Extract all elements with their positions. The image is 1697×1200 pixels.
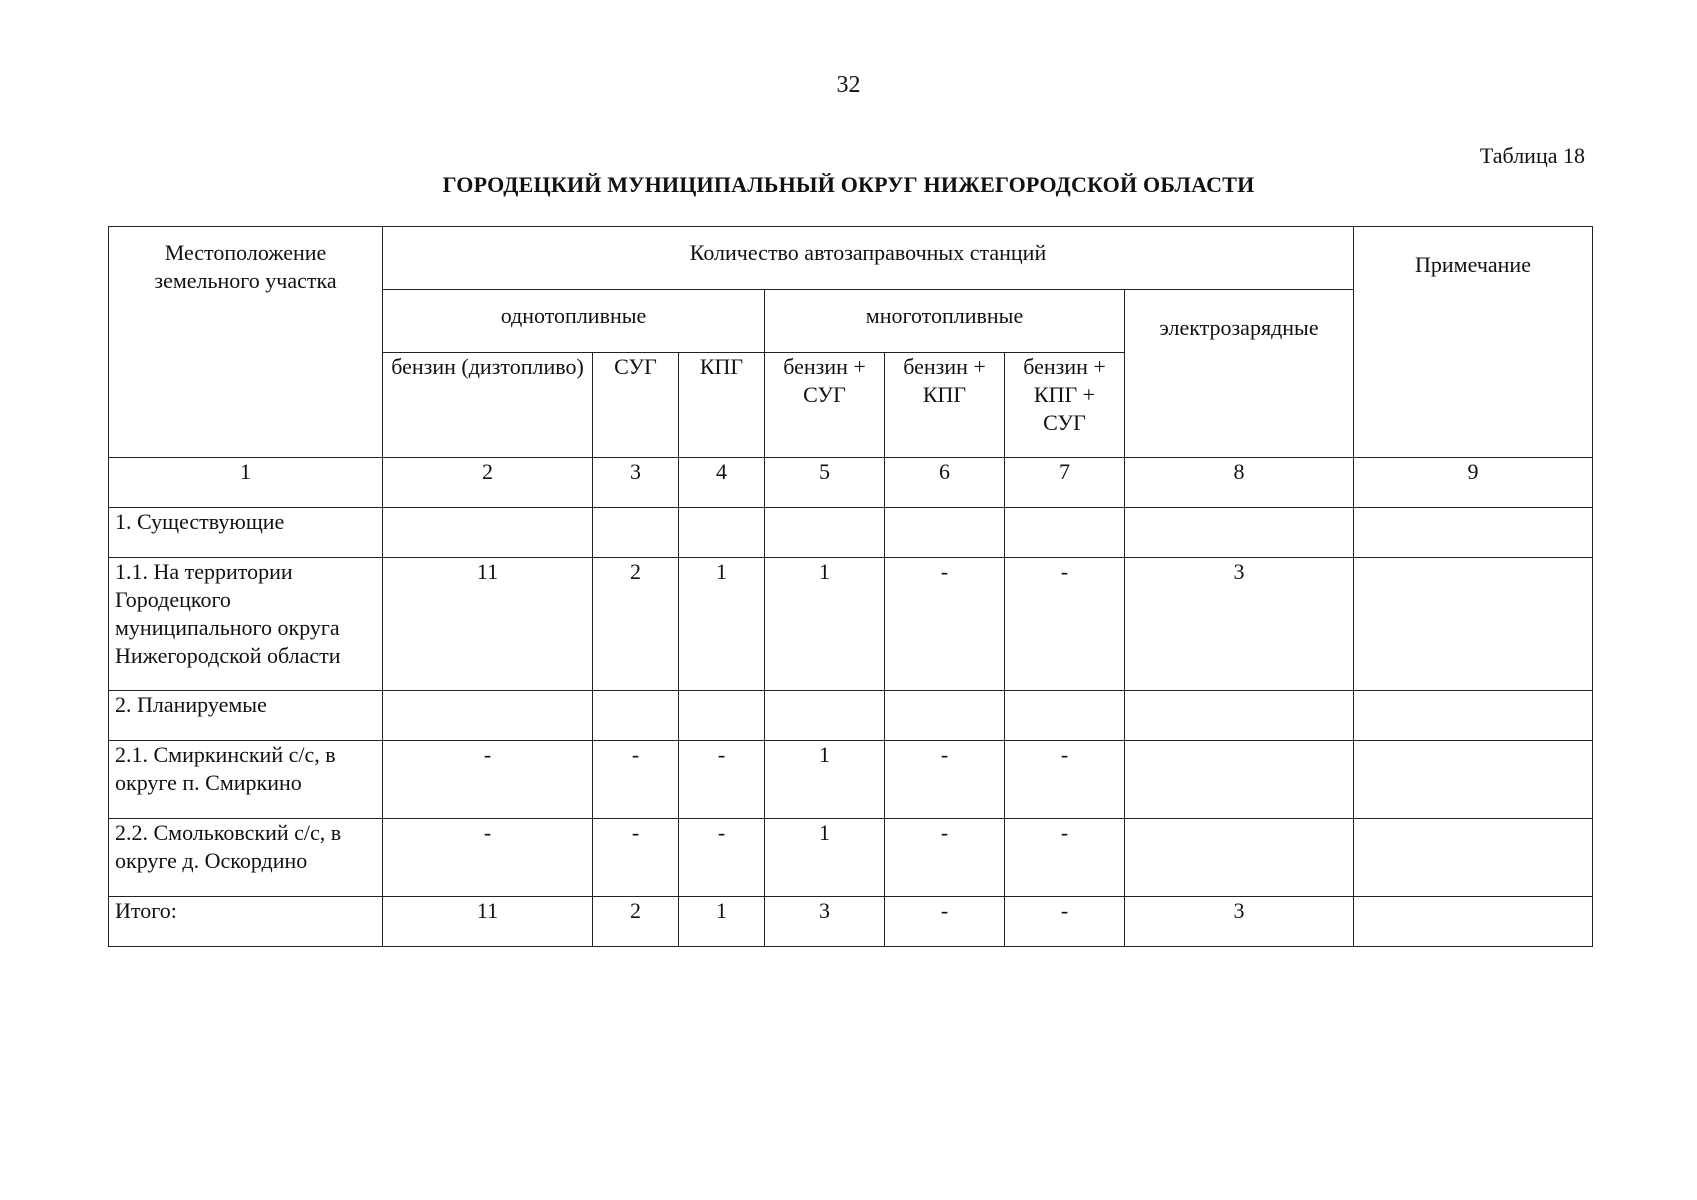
- row-label: 2.2. Смольковский с/с, в округе д. Оскордино: [109, 819, 383, 897]
- table-cell: [1354, 819, 1593, 897]
- column-number: 1: [109, 458, 383, 508]
- header-station-count: Количество автозаправочных станций: [383, 227, 1354, 290]
- table-row: [109, 819, 1593, 897]
- table-row: [109, 558, 1593, 691]
- table-cell: [1125, 691, 1354, 741]
- table-label: Таблица 18: [1479, 143, 1585, 168]
- table-cell: [679, 691, 765, 741]
- table-row: [109, 508, 1593, 558]
- row-label: 1.1. На территории Городецкого муниципального округа Нижегородской области: [109, 558, 383, 691]
- table-cell: [1005, 691, 1125, 741]
- table-cell: -: [1005, 558, 1125, 691]
- column-number: 8: [1125, 458, 1354, 508]
- table-cell: [1125, 819, 1354, 897]
- table-row-total: [109, 897, 1593, 947]
- table-cell: -: [383, 741, 593, 819]
- table-cell: [383, 508, 593, 558]
- table-cell: -: [885, 897, 1005, 947]
- table-cell: -: [593, 819, 679, 897]
- column-number: 5: [765, 458, 885, 508]
- header-sub-lpg: СУГ: [593, 353, 679, 458]
- table-cell: 11: [383, 897, 593, 947]
- row-label: 2.1. Смиркинский с/с, в округе п. Смиркино: [109, 741, 383, 819]
- table-row: [109, 741, 1593, 819]
- row-label: 2. Планируемые: [109, 691, 383, 741]
- table-cell: 2: [593, 897, 679, 947]
- header-location: Местоположение земельного участка: [109, 227, 383, 458]
- column-number: 7: [1005, 458, 1125, 508]
- table-cell: 3: [765, 897, 885, 947]
- table-cell: -: [383, 819, 593, 897]
- document-title: ГОРОДЕЦКИЙ МУНИЦИПАЛЬНЫЙ ОКРУГ НИЖЕГОРОДСКОЙ ОБЛАСТИ: [442, 172, 1255, 197]
- header-electric: электрозарядные: [1125, 290, 1354, 458]
- header-multi-fuel: многотопливные: [765, 290, 1125, 353]
- table-cell: [885, 691, 1005, 741]
- table-cell: [593, 691, 679, 741]
- table-cell: [1354, 897, 1593, 947]
- table-cell: [1354, 741, 1593, 819]
- table-cell: 1: [765, 819, 885, 897]
- table-cell: -: [885, 741, 1005, 819]
- table-cell: -: [1005, 819, 1125, 897]
- table-cell: [1354, 558, 1593, 691]
- column-number: 3: [593, 458, 679, 508]
- table-cell: -: [885, 819, 1005, 897]
- header-sub-petrol-cng: бензин + КПГ: [885, 353, 1005, 458]
- header-sub-petrol: бензин (дизтопливо): [383, 353, 593, 458]
- table-cell: [383, 691, 593, 741]
- table-cell: 1: [679, 558, 765, 691]
- header-sub-petrol-lpg: бензин + СУГ: [765, 353, 885, 458]
- header-note: Примечание: [1354, 227, 1593, 458]
- table-cell: [1354, 508, 1593, 558]
- table-cell: [885, 508, 1005, 558]
- table-cell: [679, 508, 765, 558]
- table-cell: [765, 691, 885, 741]
- table-cell: [765, 508, 885, 558]
- table-cell: 1: [765, 741, 885, 819]
- column-number: 4: [679, 458, 765, 508]
- table-cell: -: [1005, 897, 1125, 947]
- page-number: 32: [836, 72, 861, 98]
- table-cell: 2: [593, 558, 679, 691]
- table-cell: 3: [1125, 558, 1354, 691]
- column-number: 6: [885, 458, 1005, 508]
- table-cell: -: [679, 819, 765, 897]
- row-label: 1. Существующие: [109, 508, 383, 558]
- table-cell: -: [679, 741, 765, 819]
- header-sub-petrol-cng-lpg: бензин + КПГ + СУГ: [1005, 353, 1125, 458]
- table-cell: -: [593, 741, 679, 819]
- table-cell: 11: [383, 558, 593, 691]
- row-label: Итого:: [109, 897, 383, 947]
- column-number: 9: [1354, 458, 1593, 508]
- table-cell: [1125, 741, 1354, 819]
- column-numbers-row: [109, 458, 1593, 508]
- table-row: [109, 691, 1593, 741]
- table-cell: 3: [1125, 897, 1354, 947]
- table-cell: -: [885, 558, 1005, 691]
- header-sub-cng: КПГ: [679, 353, 765, 458]
- table-cell: [1354, 691, 1593, 741]
- table-cell: 1: [679, 897, 765, 947]
- stations-table: [108, 226, 1593, 947]
- table-cell: -: [1005, 741, 1125, 819]
- table-cell: [1005, 508, 1125, 558]
- table-cell: [593, 508, 679, 558]
- column-number: 2: [383, 458, 593, 508]
- table-cell: [1125, 508, 1354, 558]
- table-cell: 1: [765, 558, 885, 691]
- header-single-fuel: однотопливные: [383, 290, 765, 353]
